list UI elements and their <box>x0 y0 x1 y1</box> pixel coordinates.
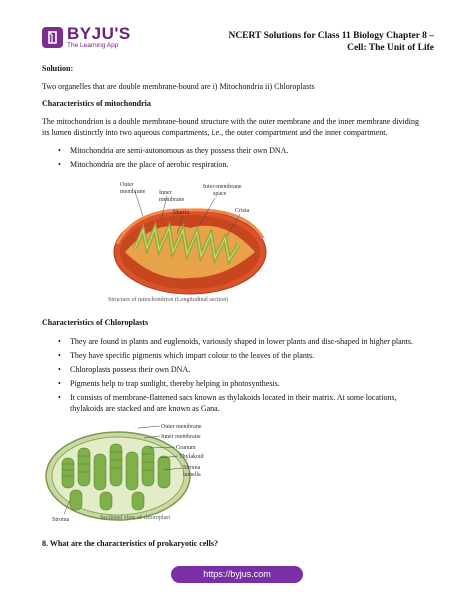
list-item-text: Pigments help to trap sunlight, thereby helping in photosynthesis. <box>70 379 280 388</box>
page-title <box>184 30 434 54</box>
label-thylakoid: Thylakoid <box>179 454 204 460</box>
label-inner-membrane: Inner membrane <box>161 434 201 440</box>
paragraph-line: The mitochondrion is a double membrane-bound structure with the outer membrane and the inner membrane dividing <box>42 117 420 126</box>
list-item-line: thylakoids are stacked and are known as Gana. <box>70 403 220 413</box>
label-inner-membrane: Inner <box>159 190 172 196</box>
chloroplast-diagram <box>40 418 230 528</box>
label-granum: Granum <box>176 445 196 451</box>
list-item-text: Mitochondria are semi-autonomous as they possess their own DNA. <box>70 146 289 155</box>
list-item-text: Chloroplasts possess their own DNA. <box>70 365 191 374</box>
chloroplasts-heading: Characteristics of Chloroplasts <box>42 318 149 327</box>
list-item <box>54 393 449 414</box>
list-item-text: They are found in plants and euglenoids, variously shaped in lower plants and disc-shaped in higher plants. <box>70 337 414 346</box>
label-intermembrane-space: Inter-membrane <box>203 184 242 190</box>
label-intermembrane-space: space <box>213 191 227 197</box>
bullet-icon: • <box>58 146 61 155</box>
list-item <box>54 365 449 376</box>
question-heading: 8. What are the characteristics of prokaryotic cells? <box>42 539 218 548</box>
list-item <box>54 351 449 362</box>
logo-name: BYJU'S <box>67 24 131 43</box>
list-item <box>54 160 444 171</box>
bullet-icon: • <box>58 351 61 360</box>
bullet-icon: • <box>58 365 61 374</box>
list-item-text <box>70 393 397 413</box>
list-item <box>54 379 449 390</box>
mitochondria-heading: Characteristics of mitochondria <box>42 99 151 108</box>
label-outer-membrane: Outer membrane <box>161 424 202 430</box>
solution-intro: Two organelles that are double membrane-bound are i) Mitochondria ii) Chloroplasts <box>42 82 315 91</box>
label-stroma: Stroma <box>52 517 70 523</box>
mitochondrion-caption: Structure of mitochondrion (Longitudinal section) <box>108 297 229 303</box>
label-stroma-lamella: Stroma <box>183 465 201 471</box>
label-outer-membrane: membrane <box>120 189 146 195</box>
mitochondria-bullets <box>54 146 444 174</box>
mitochondrion-diagram <box>95 178 275 310</box>
solution-label: Solution: <box>42 64 74 73</box>
bullet-icon: • <box>58 379 61 388</box>
label-inner-membrane: membrane <box>159 197 185 203</box>
list-item <box>54 337 449 348</box>
list-item-text: Mitochondria are the place of aerobic respiration. <box>70 160 229 169</box>
bullet-icon: • <box>58 393 61 402</box>
chloroplast-caption: Sectional view of chloroplast <box>100 515 171 521</box>
footer-url-link[interactable]: https://byjus.com <box>171 566 303 583</box>
list-item <box>54 146 444 157</box>
paragraph-line: its lumen distinctly into two aqueous compartments, i.e., the outer compartment and the inner compartment. <box>42 127 388 137</box>
label-outer-membrane: Outer <box>120 182 134 188</box>
byjus-logo-icon <box>42 27 63 48</box>
chloroplasts-bullets <box>54 337 449 418</box>
label-matrix: Matrix <box>173 210 190 216</box>
label-stroma-lamella: lamella <box>183 472 201 478</box>
list-item-text: They have specific pigments which impart colour to the leaves of the plants. <box>70 351 315 360</box>
bullet-icon: • <box>58 160 61 169</box>
logo-tagline: The Learning App <box>67 42 119 49</box>
bullet-icon: • <box>58 337 61 346</box>
mitochondria-paragraph <box>42 117 442 138</box>
list-item-line: It consists of membrane-flattened sacs known as thylakoids located in their matrix. At some locations, <box>70 393 397 402</box>
label-crista: Crista <box>235 208 250 214</box>
title-line-1: NCERT Solutions for Class 11 Biology Chapter 8 – <box>228 31 434 41</box>
title-line-2: Cell: The Unit of Life <box>347 43 434 53</box>
